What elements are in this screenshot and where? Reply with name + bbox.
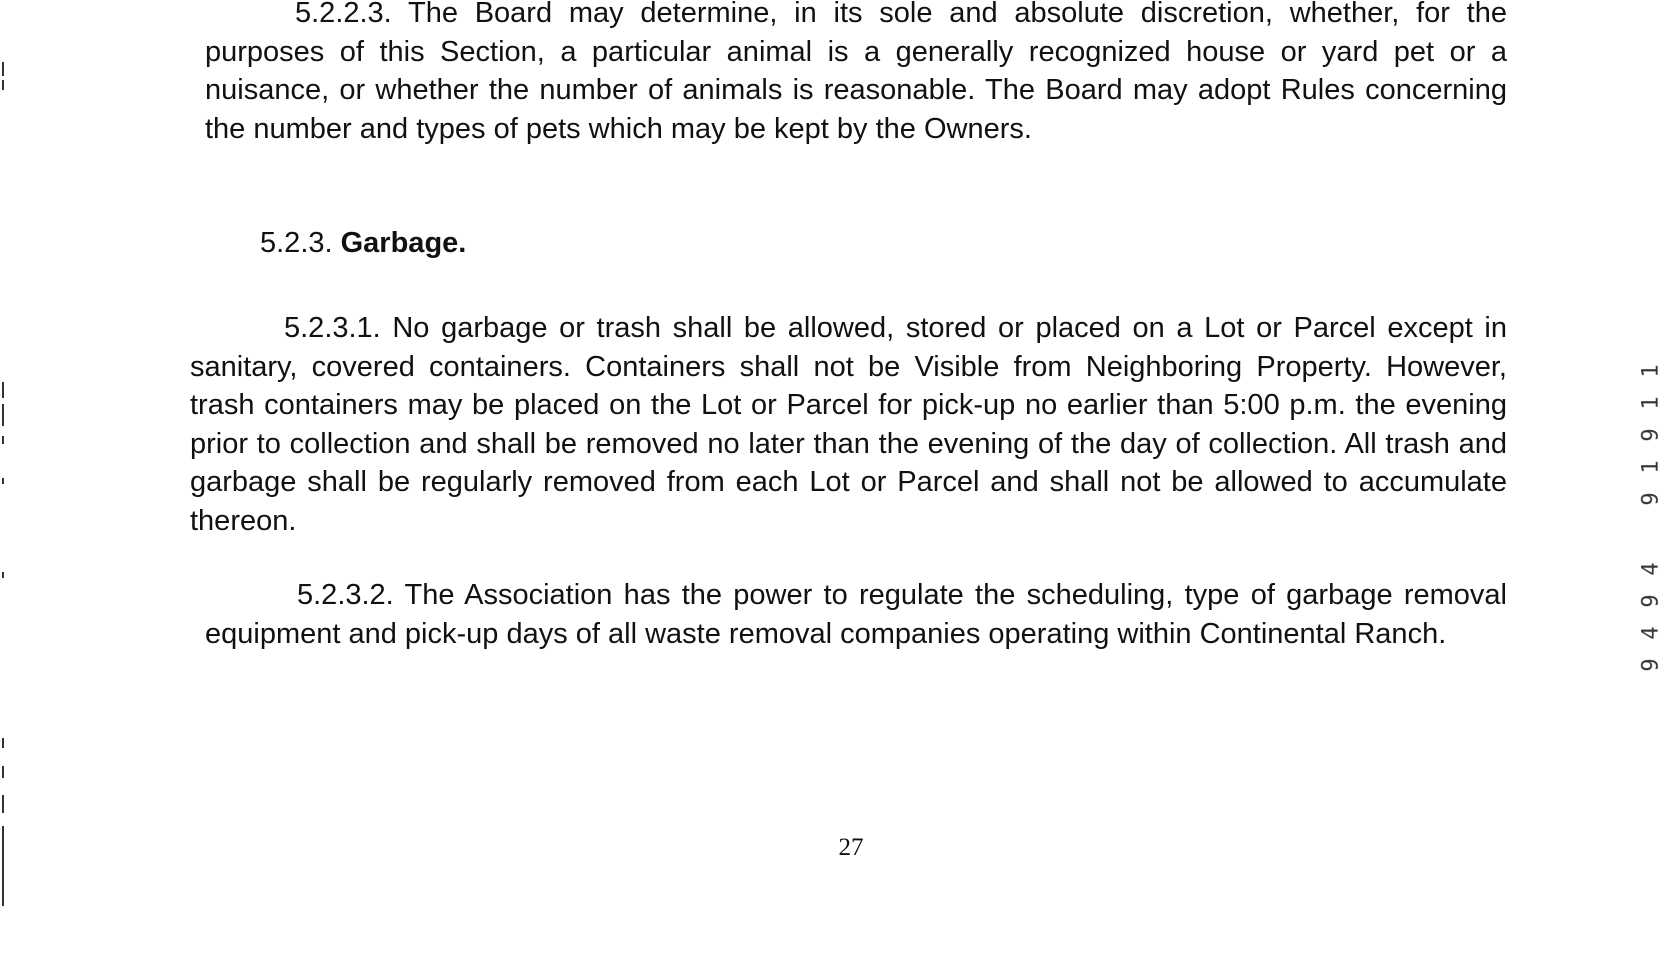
margin-tick bbox=[2, 572, 4, 578]
section-number: 5.2.3. bbox=[260, 227, 333, 259]
recording-digit: 9 bbox=[1639, 492, 1664, 506]
recording-digit: 9 bbox=[1639, 658, 1664, 672]
margin-tick bbox=[2, 62, 4, 76]
section-heading-5-2-3 bbox=[260, 224, 466, 263]
recording-digit: 4 bbox=[1639, 562, 1664, 576]
recording-number-stamp bbox=[1640, 355, 1664, 700]
left-margin-marks bbox=[2, 0, 6, 976]
recording-digit: 9 bbox=[1639, 594, 1664, 608]
section-title: Garbage. bbox=[340, 227, 467, 259]
recording-digit: 1 bbox=[1639, 396, 1664, 410]
page-number: 27 bbox=[838, 834, 864, 861]
recording-digit: 9 bbox=[1639, 428, 1664, 442]
margin-tick bbox=[2, 766, 4, 778]
margin-tick bbox=[2, 80, 4, 90]
recording-digit: 4 bbox=[1639, 626, 1664, 640]
margin-tick bbox=[2, 478, 4, 484]
paragraph-5-2-2-3: 5.2.2.3. The Board may determine, in its sole and absolute discretion, whether, for the purposes of this Section, a particular animal is a generally recognized house or yard pet or a nuisance, or whether the number of animals is reasonable. The Board may adopt Rules concerning the number and types of pets which may be kept by the Owners. bbox=[205, 0, 1507, 145]
margin-tick bbox=[2, 795, 4, 813]
recording-digit: 1 bbox=[1639, 460, 1664, 474]
paragraph-5-2-3-1: 5.2.3.1. No garbage or trash shall be allowed, stored or placed on a Lot or Parcel except in sanitary, covered containers. Containers shall not be Visible from Neighboring Property. However, trash containers may be placed on the Lot or Parcel for pick-up no earlier than 5:00 p.m. the evening prior to collection and shall be removed no later than the evening of the day of collection. All trash and garbage shall be regularly removed from each Lot or Parcel and shall not be allowed to accumulate thereon. bbox=[190, 312, 1507, 537]
margin-tick bbox=[2, 738, 4, 748]
margin-tick bbox=[2, 404, 4, 426]
paragraph-5-2-3-2: 5.2.3.2. The Association has the power to regulate the scheduling, type of garbage removal equipment and pick-up days of all waste removal companies operating within Continental Ranch. bbox=[205, 579, 1507, 650]
margin-tick bbox=[2, 382, 4, 398]
margin-tick bbox=[2, 436, 4, 444]
recording-digit: 1 bbox=[1639, 364, 1664, 378]
